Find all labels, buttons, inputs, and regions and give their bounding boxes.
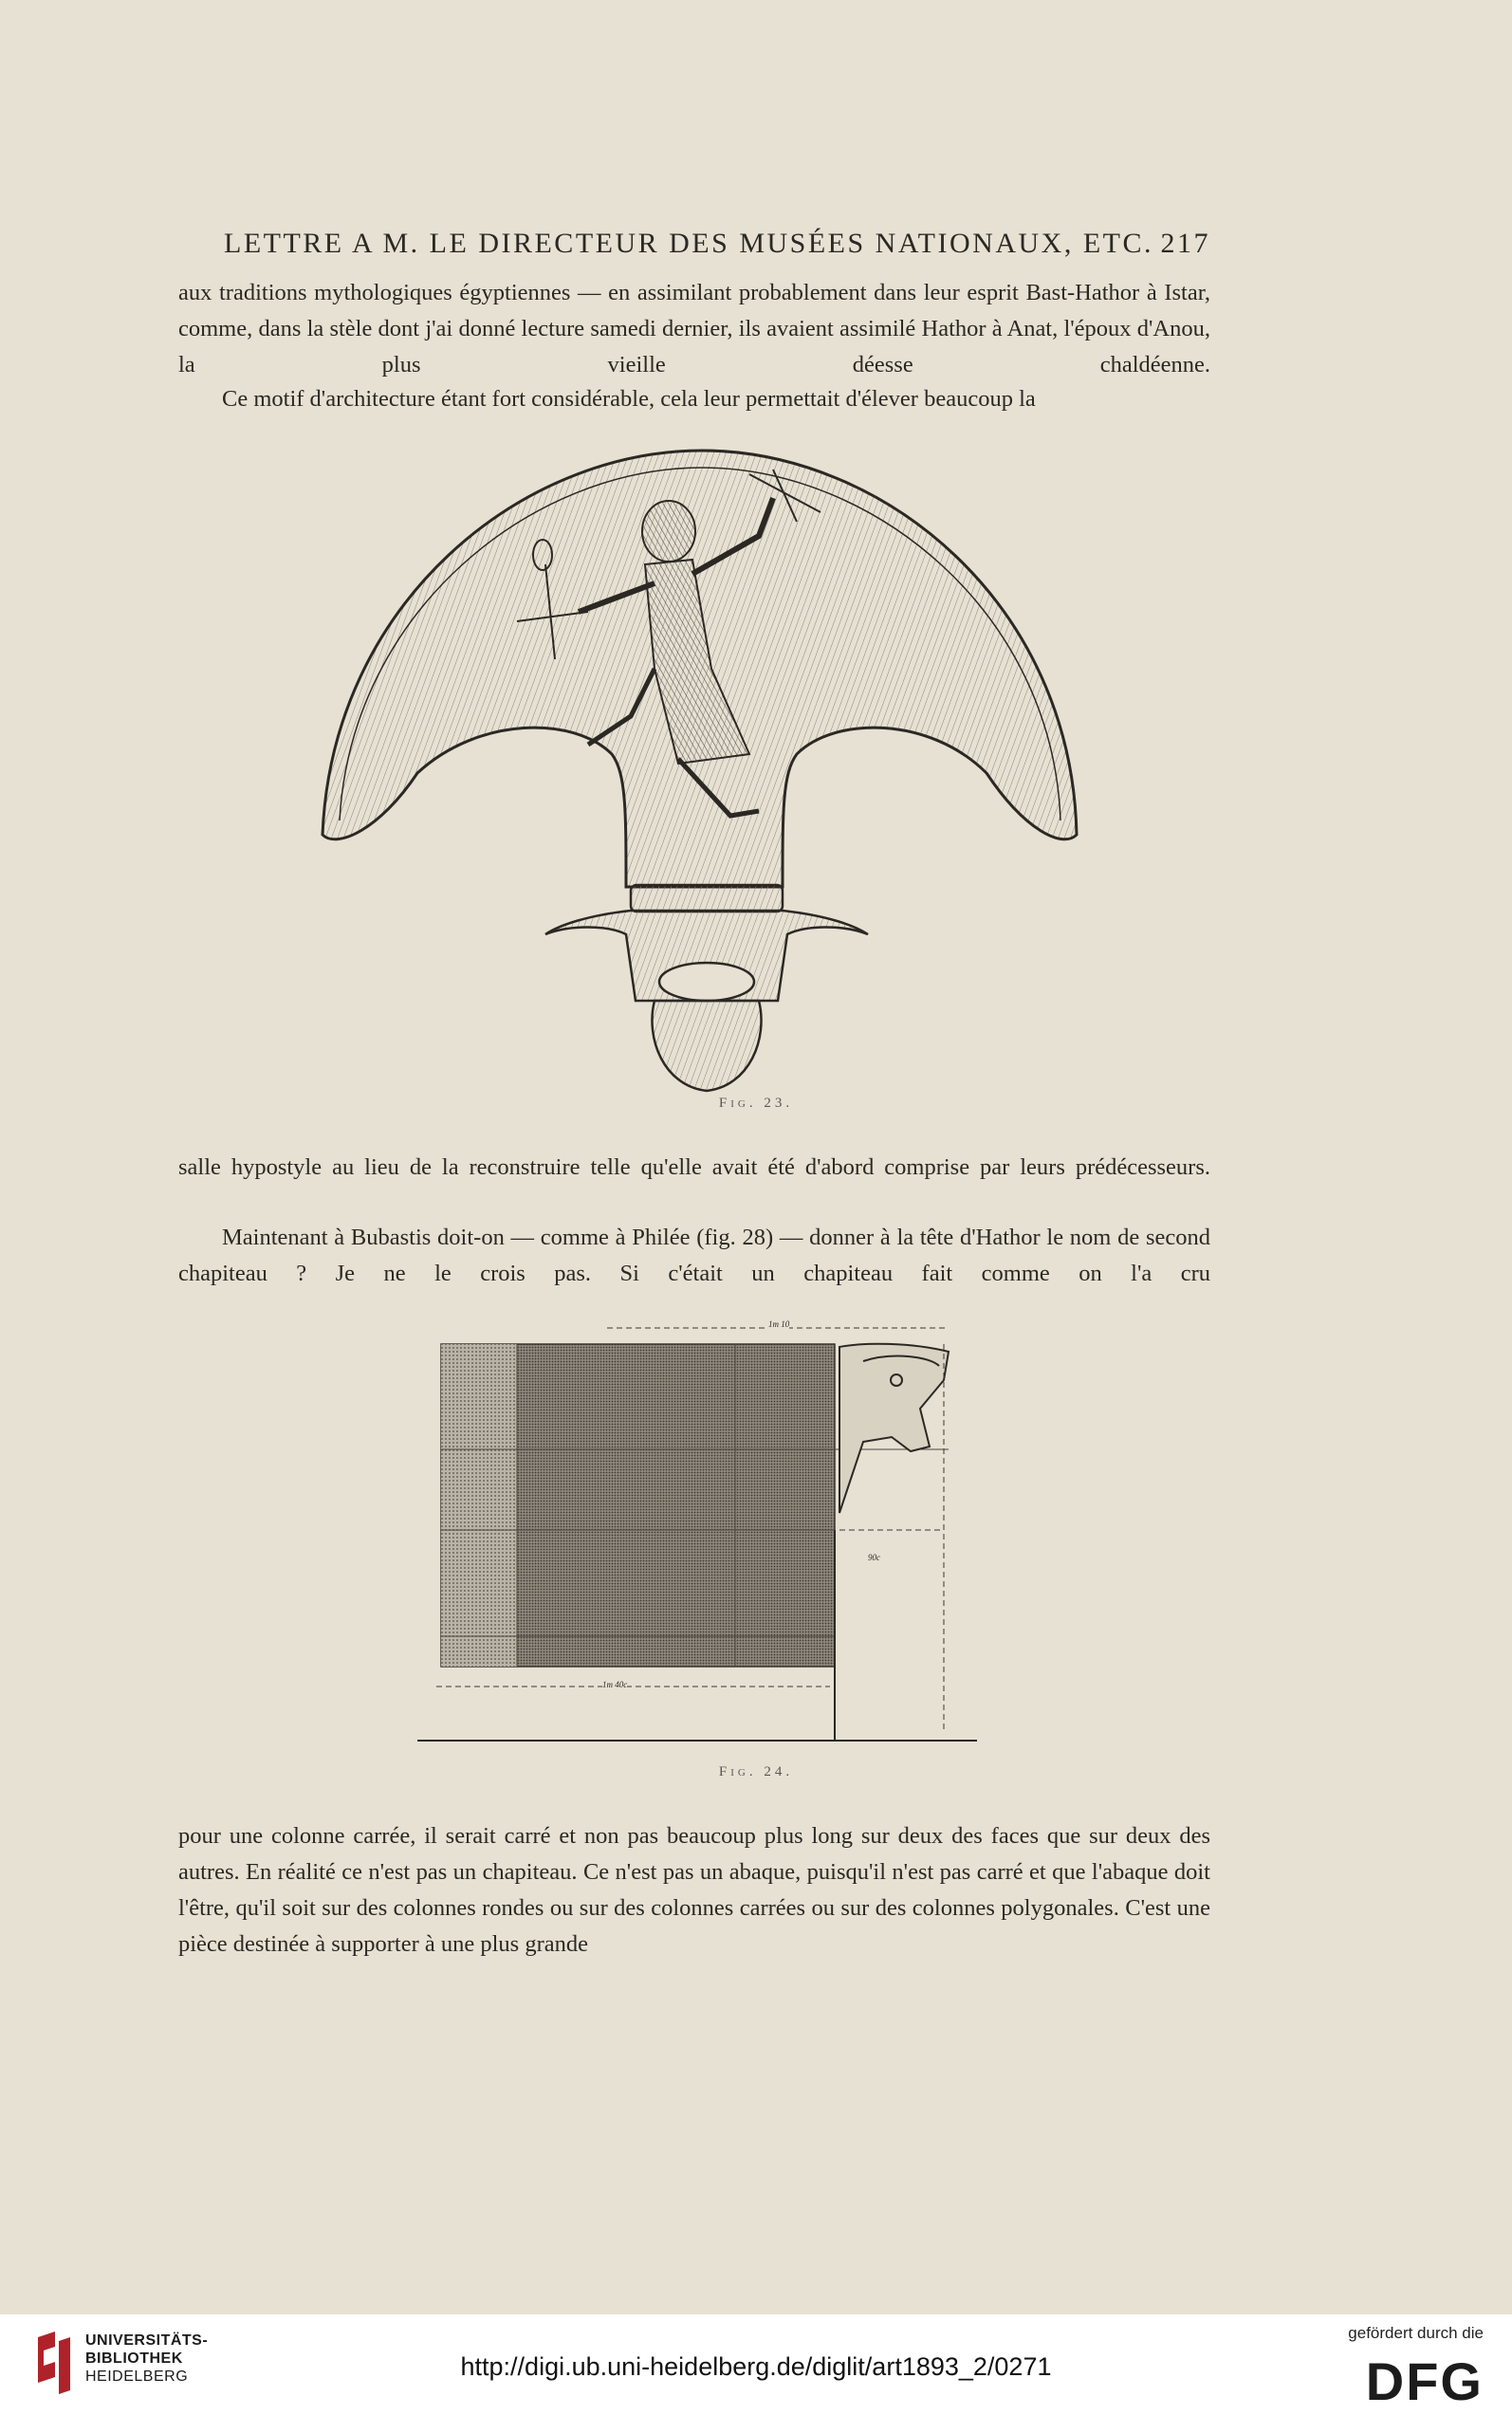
paragraph-2: Ce motif d'architecture étant fort considérable, cela leur permettait d'élever beaucoup la [222, 386, 1036, 412]
dimension-top-label: 1m 10 [768, 1319, 790, 1329]
paragraph-5: pour une colonne carrée, il serait carré et non pas beaucoup plus long sur deux des faces que sur deux des autres. En réalité ce n'est pas un chapiteau. Ce n'est pas un abaque, puisqu'il n'est pas carré et que l'abaque doit l'être, qu'il soit sur des colonnes rondes ou sur des colonnes carrées ou sur des colonnes polygonales. C'est une pièce destinée à supporter à une plus grande [178, 1823, 1210, 1957]
dimension-side-label: 90c [868, 1553, 880, 1562]
dfg-logo: DFG [1365, 2351, 1484, 2411]
bull-capital [545, 885, 868, 1091]
page-number: 217 [1160, 228, 1210, 259]
institution-name: UNIVERSITÄTS- BIBLIOTHEK HEIDELBERG [85, 2332, 209, 2385]
figure-24-caption: Fig. 24. [718, 1764, 794, 1779]
figure-23-caption: Fig. 23. [718, 1096, 794, 1111]
paragraph-3: salle hypostyle au lieu de la reconstruire telle qu'elle avait été d'abord comprise par leurs prédécesseurs. [178, 1154, 1210, 1180]
footer-bar [0, 2314, 1512, 2415]
figure-23-illustration [304, 432, 1091, 1096]
source-url-link[interactable]: http://digi.ub.uni-heidelberg.de/diglit/art1893_2/0271 [460, 2352, 1052, 2381]
running-head-title: LETTRE A M. LE DIRECTEUR DES MUSÉES NATIONAUX, ETC. [224, 228, 1153, 259]
paragraph-1: aux traditions mythologiques égyptiennes — en assimilant probablement dans leur esprit Bast-Hathor à Istar, comme, dans la stèle dont j'ai donné lecture samedi dernier, ils avaient assimilé Hathor à Anat, l'époux d'Anou, la plus vieille déesse chaldéenne. [178, 280, 1210, 378]
figure-24-drawing [417, 1319, 977, 1745]
funding-label: gefördert durch die [1348, 2324, 1484, 2342]
bull-head-profile [839, 1344, 949, 1513]
dimension-bottom-label: 1m 40c [602, 1680, 628, 1689]
paragraph-4: Maintenant à Bubastis doit-on — comme à Philée (fig. 28) — donner à la tête d'Hathor le nom de second chapiteau ? Je ne le crois pas. Si c'était un chapiteau fait comme on l'a cru [178, 1225, 1210, 1286]
